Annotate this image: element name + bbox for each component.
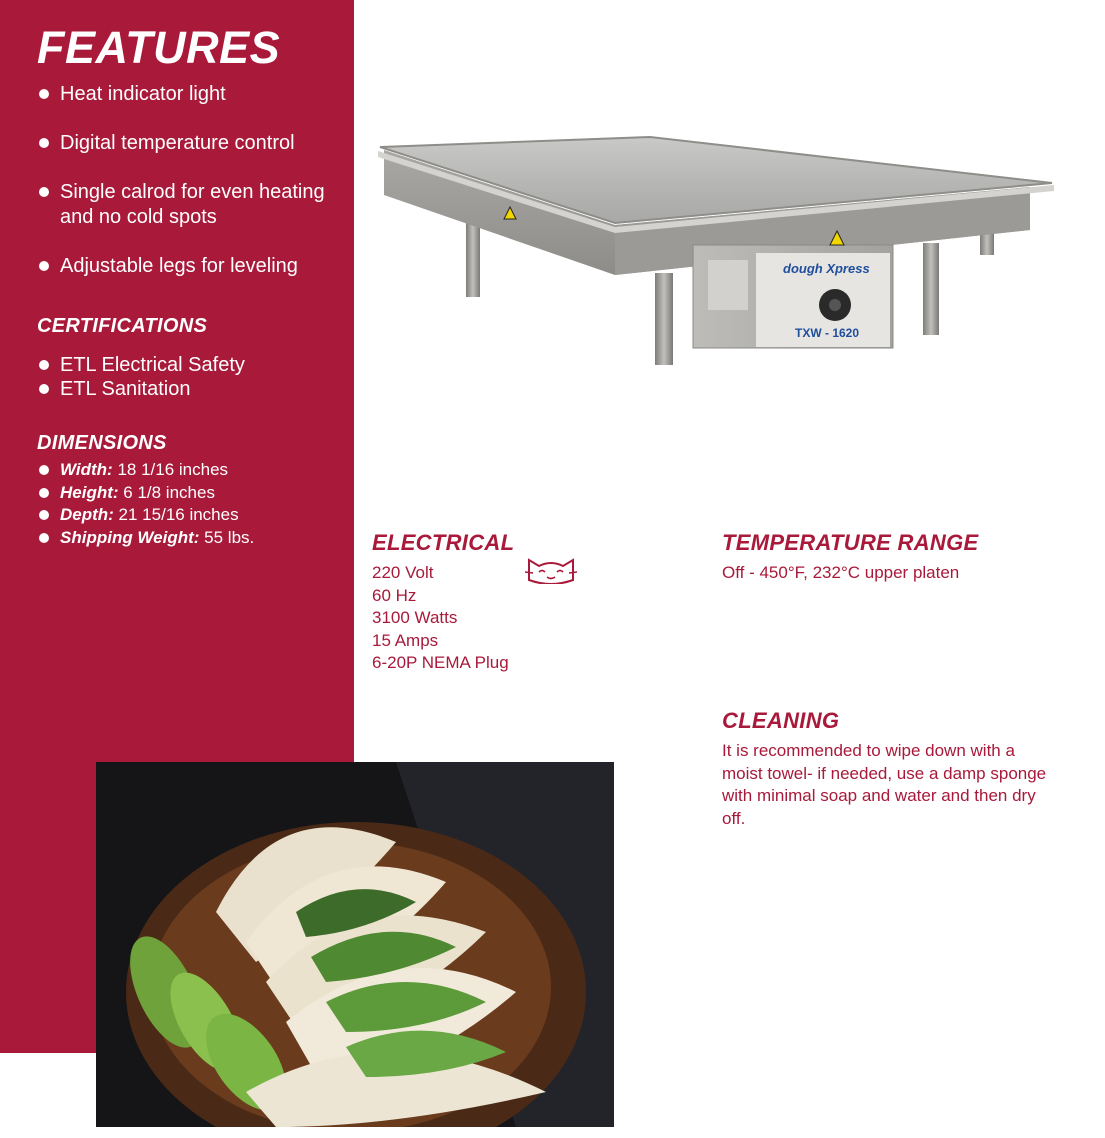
dimensions-list xyxy=(37,459,254,549)
electrical-item: 6-20P NEMA Plug xyxy=(372,653,509,672)
feature-item xyxy=(37,82,342,107)
electrical-heading: ELECTRICAL xyxy=(372,530,515,555)
dimension-item xyxy=(37,504,254,527)
feature-item xyxy=(37,131,342,156)
certification-text: ETL Sanitation xyxy=(60,378,191,400)
dimension-value: 55 lbs. xyxy=(199,527,255,547)
feature-text: Adjustable legs for leveling xyxy=(60,255,298,277)
feature-item xyxy=(37,180,342,230)
certifications-heading: CERTIFICATIONS xyxy=(37,315,208,337)
bullet-dot-icon xyxy=(39,187,49,197)
cat-face-icon xyxy=(525,554,577,584)
certification-item xyxy=(37,353,245,377)
feature-text: Single calrod for even heating and no cold spots xyxy=(60,181,325,228)
dimension-label: Height: xyxy=(60,482,119,502)
certifications-list xyxy=(37,353,245,401)
feature-text: Digital temperature control xyxy=(60,132,295,154)
bullet-dot-icon xyxy=(39,488,49,498)
electrical-item: 60 Hz xyxy=(372,585,417,605)
feature-item xyxy=(37,254,342,279)
dimension-item xyxy=(37,459,254,482)
bullet-dot-icon xyxy=(39,360,49,370)
temperature-text: Off - 450°F, 232°C upper platen xyxy=(722,563,960,582)
certification-item xyxy=(37,377,245,401)
features-title: FEATURES xyxy=(37,22,281,73)
product-brand: dough Xpress xyxy=(783,261,870,276)
dimension-value: 6 1/8 inches xyxy=(118,482,215,502)
bullet-dot-icon xyxy=(39,89,49,99)
bullet-dot-icon xyxy=(39,261,49,271)
electrical-list xyxy=(372,562,509,675)
cleaning-heading: CLEANING xyxy=(722,708,840,733)
product-photo xyxy=(370,125,1060,380)
dimension-label: Shipping Weight: xyxy=(60,527,200,547)
feature-text: Heat indicator light xyxy=(60,83,226,105)
cleaning-text: It is recommended to wipe down with a moist towel- if needed, use a damp sponge with minimal soap and water and then dry off. xyxy=(722,741,1047,828)
bullet-dot-icon xyxy=(39,510,49,520)
electrical-item: 3100 Watts xyxy=(372,608,458,627)
temperature-heading: TEMPERATURE RANGE xyxy=(722,530,979,555)
tacos-photo xyxy=(96,762,614,1127)
bullet-dot-icon xyxy=(39,465,49,475)
features-list xyxy=(37,82,342,303)
dimension-value: 18 1/16 inches xyxy=(112,460,229,479)
bullet-dot-icon xyxy=(39,533,49,543)
product-model: TXW - 1620 xyxy=(795,326,860,340)
dimensions-heading: DIMENSIONS xyxy=(37,432,167,454)
bullet-dot-icon xyxy=(39,138,49,148)
dimension-label: Width: xyxy=(60,460,113,479)
dimension-item xyxy=(37,482,254,505)
electrical-item: 15 Amps xyxy=(372,630,439,650)
dimension-label: Depth: xyxy=(60,505,114,524)
bullet-dot-icon xyxy=(39,384,49,394)
dimension-value: 21 15/16 inches xyxy=(113,505,239,524)
dimension-item xyxy=(37,527,254,550)
electrical-item: 220 Volt xyxy=(372,563,434,582)
certification-text: ETL Electrical Safety xyxy=(60,354,245,376)
